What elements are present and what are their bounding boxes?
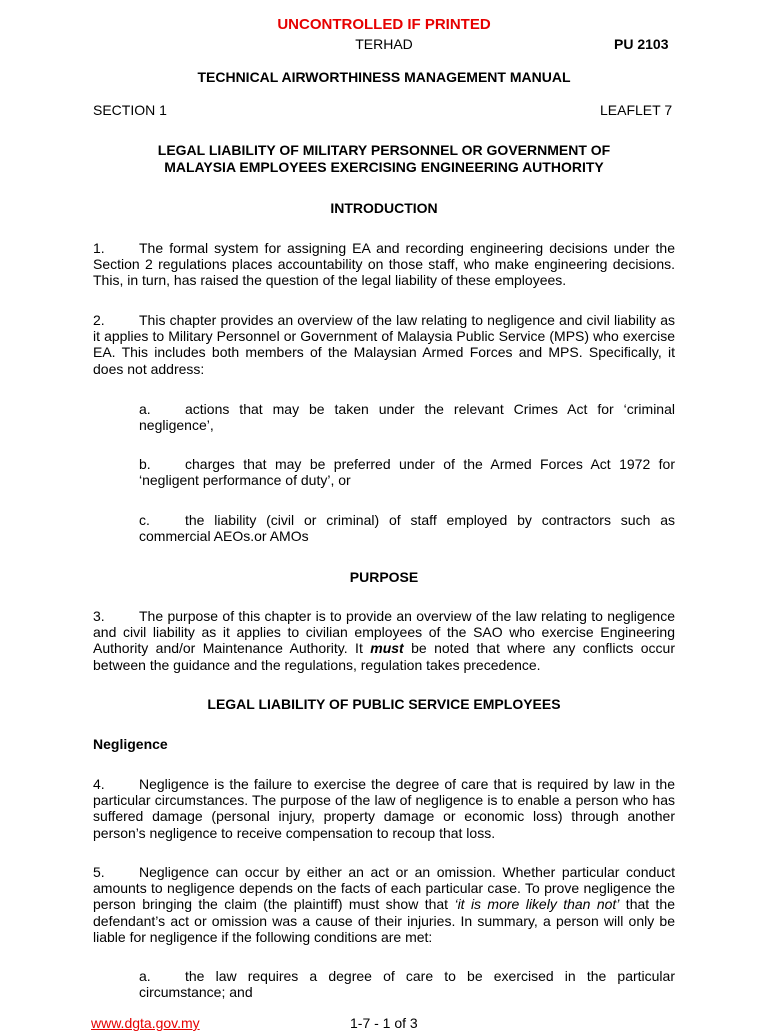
subparagraph-2a — [139, 401, 675, 433]
paragraph-text-after: be noted that where any conflicts occur between the guidance and the regulations, regulation takes precedence. — [93, 640, 675, 673]
footer-website-link[interactable]: www.dgta.gov.my — [91, 1015, 200, 1031]
subparagraph-2b — [139, 456, 675, 488]
emphasis-must: must — [370, 640, 404, 657]
doc-code: PU 2103 — [614, 36, 669, 52]
paragraph-text: The formal system for assigning EA and recording engineering decisions under the Section 2 regulations places accountability on those staff, who make engineering decisions. This, in turn, has raised the question of the legal liability of these employees. — [93, 240, 675, 289]
classification-label: TERHAD — [355, 36, 413, 52]
subparagraph-letter: c. — [139, 512, 150, 528]
leaflet-label: LEAFLET 7 — [600, 102, 673, 118]
subparagraph-text: charges that may be preferred under of the Armed Forces Act 1972 for ‘negligent performance of duty’, or — [139, 456, 675, 489]
paragraph-text: Negligence is the failure to exercise the degree of care that is required by law in the particular circumstances. The purpose of the law of negligence is to enable a person who has suffered damage (personal injury, property damage or economic loss) through another person’s negligence to receive compensation to recoup that loss. — [93, 776, 675, 841]
paragraph-text-before: Negligence can occur by either an act or an omission. Whether particular conduct amounts to negligence depends on the facts of each particular case. To prove negligence the person bringing the claim (the plaintiff) must show that — [93, 864, 675, 913]
paragraph-2 — [93, 312, 675, 377]
subparagraph-text: the liability (civil or criminal) of staff employed by contractors such as commercial AEOs.or AMOs — [139, 512, 675, 545]
paragraph-text: This chapter provides an overview of the law relating to negligence and civil liability as it applies to Military Personnel or Government of Malaysia Public Service (MPS) who exercise EA. This includes both members of the Malaysian Armed Forces and MPS. Specifically, it does not address: — [93, 312, 675, 377]
uncontrolled-banner: UNCONTROLLED IF PRINTED — [277, 16, 491, 33]
heading-legal-liability: LEGAL LIABILITY OF PUBLIC SERVICE EMPLOYEES — [207, 696, 561, 712]
paragraph-number: 3. — [93, 608, 105, 624]
paragraph-number: 5. — [93, 864, 105, 880]
manual-title: TECHNICAL AIRWORTHINESS MANAGEMENT MANUAL — [197, 69, 571, 85]
paragraph-3 — [93, 608, 675, 673]
paragraph-4 — [93, 776, 675, 841]
subparagraph-letter: a. — [139, 401, 151, 417]
heading-introduction: INTRODUCTION — [330, 200, 438, 216]
subparagraph-letter: b. — [139, 456, 151, 472]
paragraph-text-after: that the defendant’s act or omission was a cause of their injuries. In summary, a person will only be liable for negligence if the following conditions are met: — [93, 896, 675, 945]
section-label: SECTION 1 — [93, 102, 167, 118]
paragraph-number: 1. — [93, 240, 105, 256]
paragraph-5 — [93, 864, 675, 945]
heading-purpose: PURPOSE — [349, 569, 419, 585]
paragraph-number: 4. — [93, 776, 105, 792]
subparagraph-letter: a. — [139, 968, 151, 984]
footer-page-number: 1-7 - 1 of 3 — [350, 1015, 418, 1031]
paragraph-text-before: The purpose of this chapter is to provide an overview of the law relating to negligence and civil liability as it applies to civilian employees of the SAO who exercise Engineering Authority and/or Maintenance Authority. It — [93, 608, 675, 657]
paragraph-number: 2. — [93, 312, 105, 328]
subparagraph-text: actions that may be taken under the relevant Crimes Act for ‘criminal negligence’, — [139, 401, 675, 434]
document-title-line-1: LEGAL LIABILITY OF MILITARY PERSONNEL OR GOVERNMENT OF — [157, 142, 611, 158]
document-title-line-2: MALAYSIA EMPLOYEES EXERCISING ENGINEERING AUTHORITY — [164, 159, 604, 175]
heading-negligence: Negligence — [93, 736, 168, 752]
quoted-phrase: ‘it is more likely than not’ — [454, 896, 620, 913]
paragraph-1 — [93, 240, 675, 289]
subparagraph-text: the law requires a degree of care to be exercised in the particular circumstance; and — [139, 968, 675, 1001]
subparagraph-5a — [139, 968, 675, 1000]
subparagraph-2c — [139, 512, 675, 544]
